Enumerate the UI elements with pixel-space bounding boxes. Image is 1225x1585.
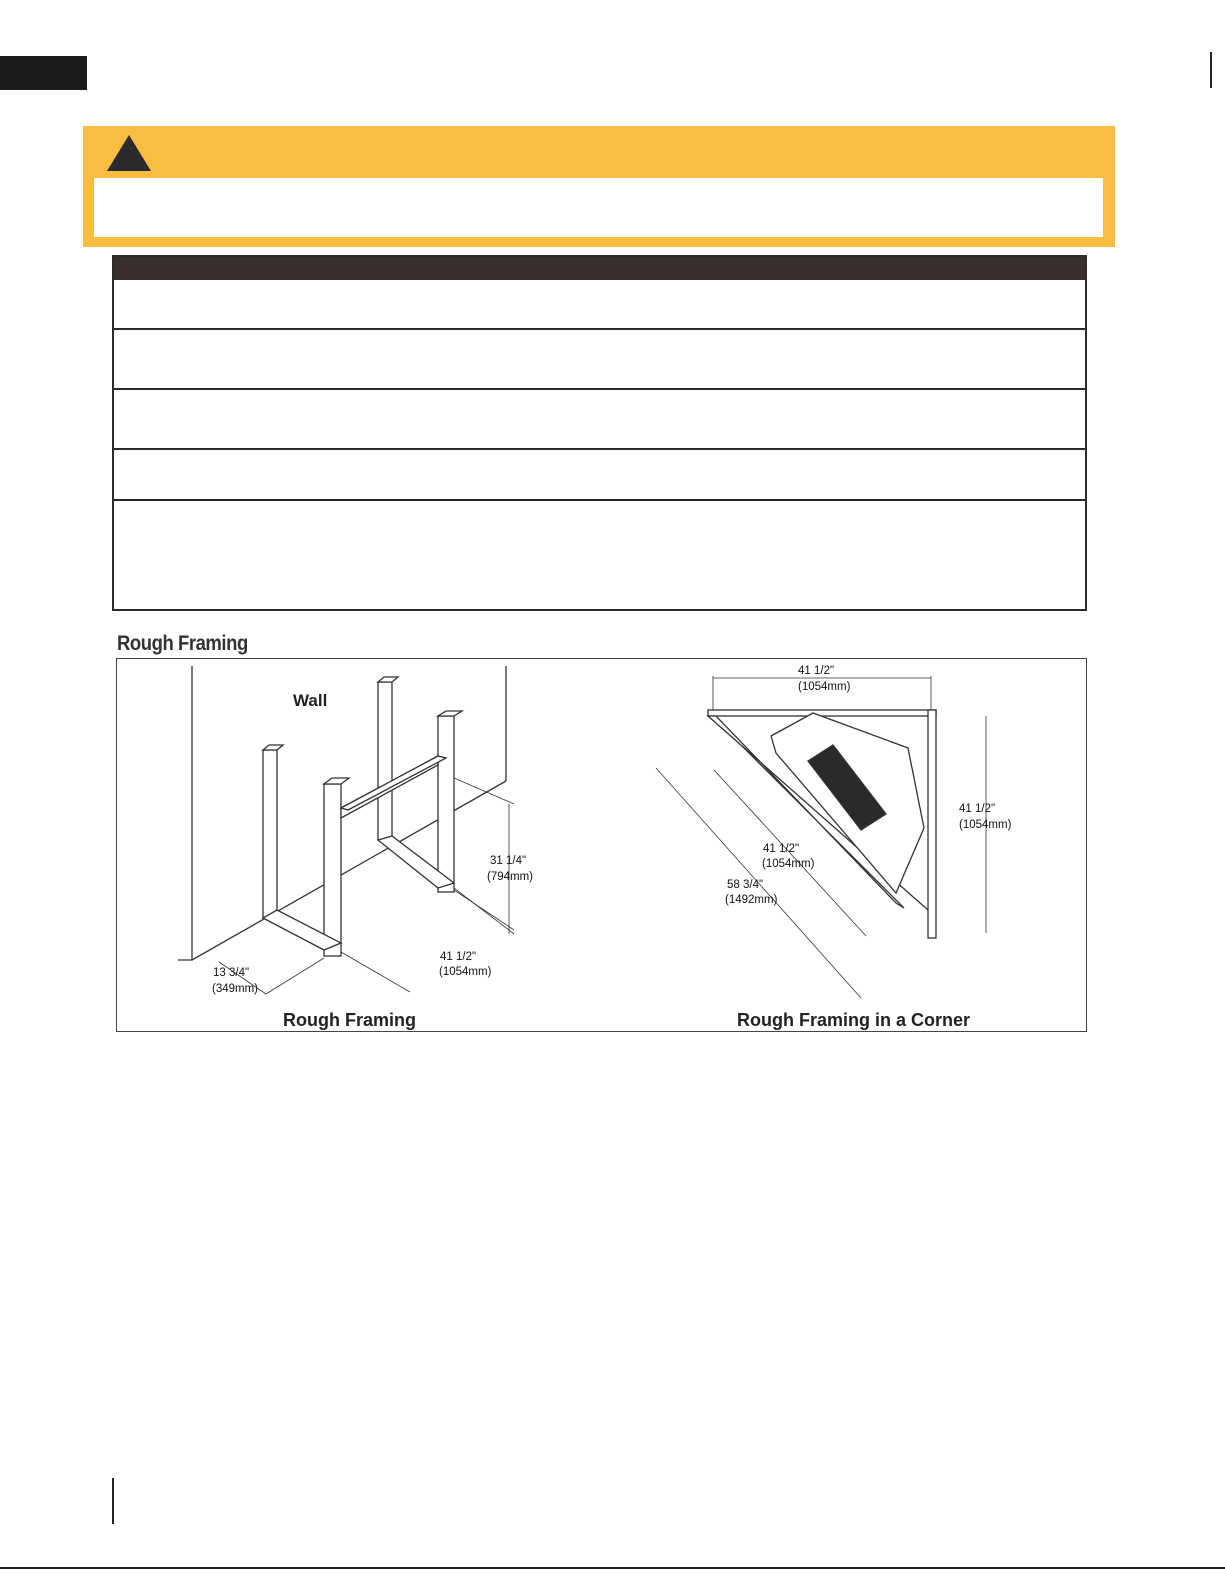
dim-diag-mm: (1492mm) bbox=[725, 894, 778, 906]
dim-depth-mm: (349mm) bbox=[212, 983, 259, 995]
wall-label: Wall bbox=[293, 691, 328, 710]
crop-mark bbox=[1210, 52, 1212, 88]
table-header bbox=[114, 257, 1085, 280]
left-framing-drawing bbox=[178, 666, 514, 994]
dim-height-in: 31 1/4" bbox=[490, 855, 527, 867]
corner-framing-drawing bbox=[656, 676, 986, 998]
table-row bbox=[114, 501, 1085, 609]
dim-side-in: 41 1/2" bbox=[959, 803, 996, 815]
dim-width-in: 41 1/2" bbox=[440, 951, 477, 963]
dim-top-in: 41 1/2" bbox=[798, 665, 835, 677]
dim-height-mm: (794mm) bbox=[487, 871, 534, 883]
warning-triangle-icon bbox=[106, 134, 152, 172]
dim-depth-in: 13 3/4" bbox=[213, 967, 250, 979]
table-row bbox=[114, 330, 1085, 390]
dim-inner-mm: (1054mm) bbox=[762, 858, 815, 870]
left-caption: Rough Framing bbox=[283, 1010, 416, 1030]
page-tab bbox=[0, 56, 87, 90]
table-row bbox=[114, 390, 1085, 450]
dim-inner-in: 41 1/2" bbox=[763, 843, 800, 855]
warning-message-area bbox=[94, 178, 1103, 237]
right-caption: Rough Framing in a Corner bbox=[737, 1010, 971, 1030]
table-row bbox=[114, 450, 1085, 501]
dim-top-mm: (1054mm) bbox=[798, 681, 851, 693]
section-heading: Rough Framing bbox=[117, 632, 248, 655]
dim-diag-in: 58 3/4" bbox=[727, 879, 764, 891]
footer-rule bbox=[0, 1567, 1225, 1569]
footer-marker bbox=[112, 1478, 114, 1524]
dim-side-mm: (1054mm) bbox=[959, 819, 1012, 831]
spec-table bbox=[112, 255, 1087, 611]
dim-width-mm: (1054mm) bbox=[439, 966, 492, 978]
table-row bbox=[114, 280, 1085, 330]
rough-framing-figure bbox=[116, 658, 1087, 1032]
